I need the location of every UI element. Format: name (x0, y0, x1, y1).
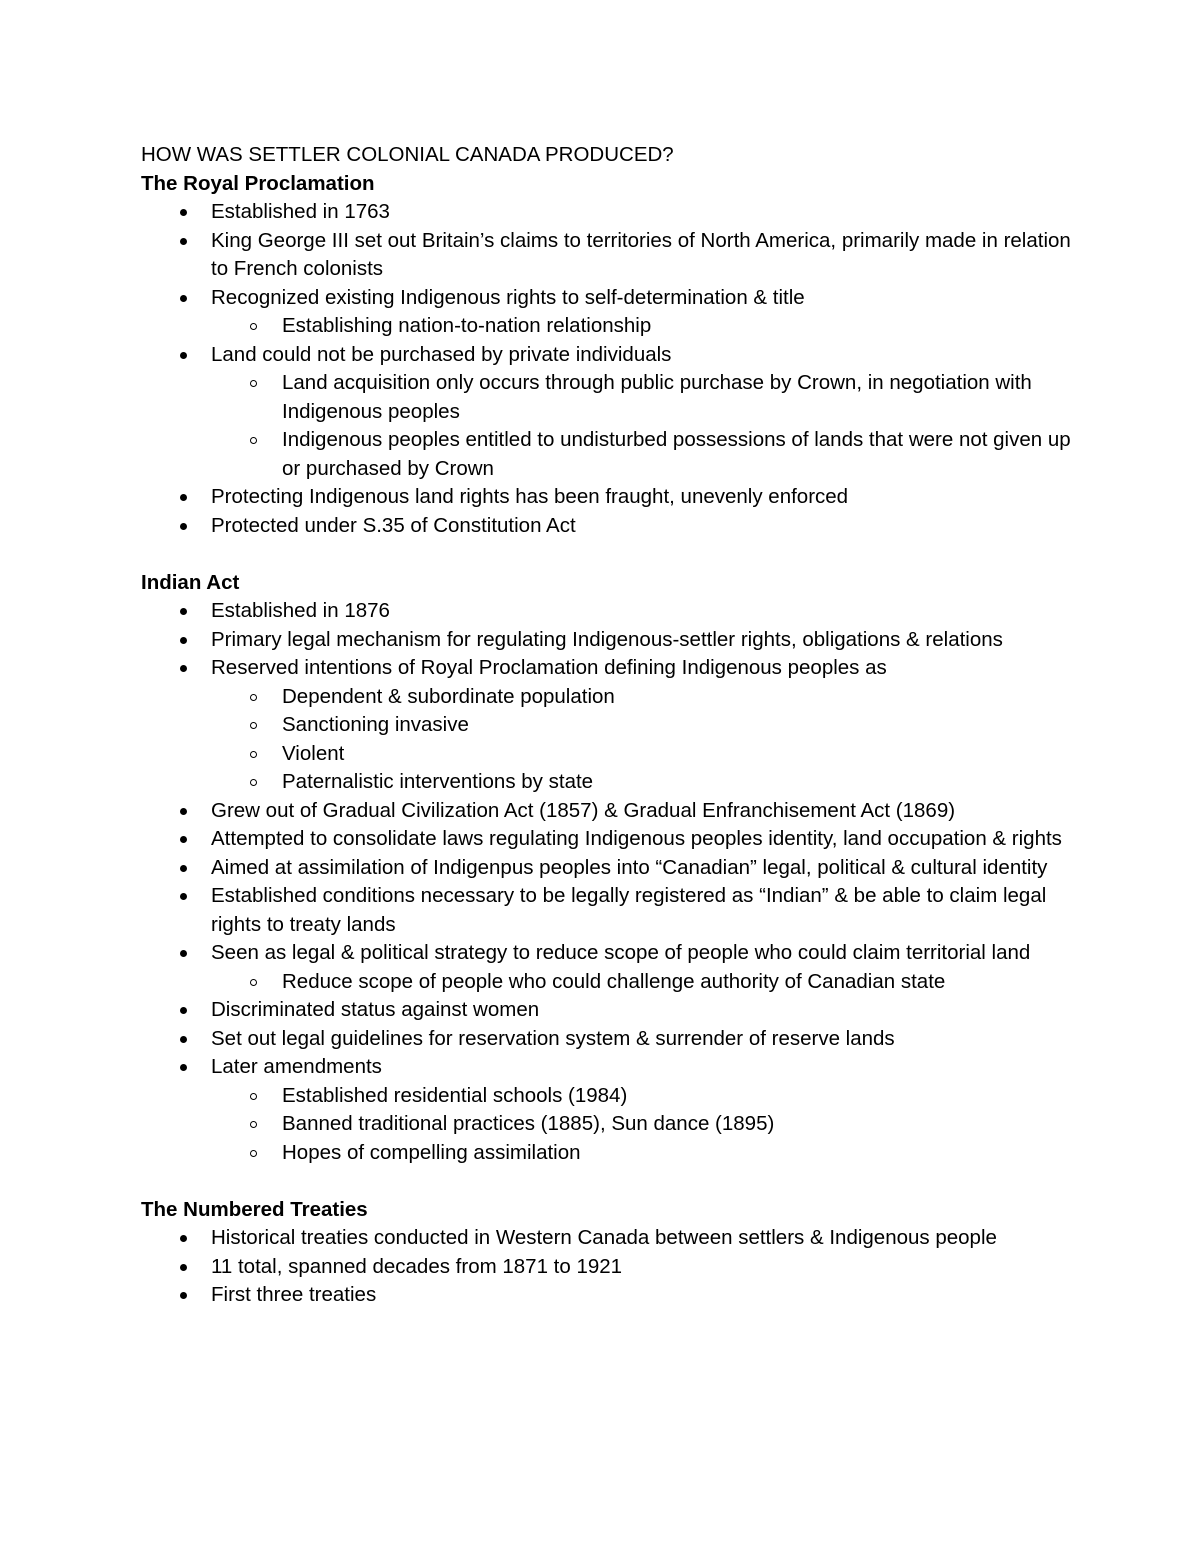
sub-list-item: Established residential schools (1984) (141, 1082, 1081, 1111)
list-item: King George III set out Britain’s claims to territories of North America, primarily made in relation to French colonists (141, 227, 1081, 284)
sub-list-item: Land acquisition only occurs through public purchase by Crown, in negotiation with Indigenous peoples (141, 369, 1081, 426)
sub-list-item: Sanctioning invasive (141, 711, 1081, 740)
list-item: First three treaties (141, 1281, 1081, 1310)
list-item: Established in 1876 (141, 597, 1081, 626)
sub-list-item: Paternalistic interventions by state (141, 768, 1081, 797)
bullet-list (141, 198, 1081, 540)
list-item: Established in 1763 (141, 198, 1081, 227)
sub-list-item: Indigenous peoples entitled to undisturbed possessions of lands that were not given up or purchased by Crown (141, 426, 1081, 483)
section-heading: The Royal Proclamation (141, 171, 375, 195)
section (141, 1196, 1081, 1310)
bullet-list (141, 597, 1081, 1167)
list-item: Protected under S.35 of Constitution Act (141, 512, 1081, 541)
section (141, 170, 1081, 541)
document-title: HOW WAS SETTLER COLONIAL CANADA PRODUCED? (141, 143, 674, 166)
list-item: Grew out of Gradual Civilization Act (1857) & Gradual Enfranchisement Act (1869) (141, 797, 1081, 826)
list-item: Later amendments (141, 1053, 1081, 1082)
list-item: Discriminated status against women (141, 996, 1081, 1025)
sub-list-item: Dependent & subordinate population (141, 683, 1081, 712)
section-heading: Indian Act (141, 570, 240, 594)
list-item: Protecting Indigenous land rights has been fraught, unevenly enforced (141, 483, 1081, 512)
sub-list-item: Hopes of compelling assimilation (141, 1139, 1081, 1168)
list-item: Aimed at assimilation of Indigenpus peoples into “Canadian” legal, political & cultural identity (141, 854, 1081, 883)
list-item: Recognized existing Indigenous rights to self-determination & title (141, 284, 1081, 313)
bullet-list (141, 1224, 1081, 1310)
section-heading: The Numbered Treaties (141, 1197, 368, 1221)
sub-list-item: Establishing nation-to-nation relationship (141, 312, 1081, 341)
section (141, 569, 1081, 1168)
sub-list-item: Banned traditional practices (1885), Sun dance (1895) (141, 1110, 1081, 1139)
sub-list-item: Reduce scope of people who could challenge authority of Canadian state (141, 968, 1081, 997)
document-page (141, 141, 1081, 1310)
list-item: Historical treaties conducted in Western Canada between settlers & Indigenous people (141, 1224, 1081, 1253)
list-item: Primary legal mechanism for regulating Indigenous-settler rights, obligations & relations (141, 626, 1081, 655)
list-item: Attempted to consolidate laws regulating Indigenous peoples identity, land occupation & rights (141, 825, 1081, 854)
list-item: Reserved intentions of Royal Proclamation defining Indigenous peoples as (141, 654, 1081, 683)
sub-list-item: Violent (141, 740, 1081, 769)
list-item: Set out legal guidelines for reservation system & surrender of reserve lands (141, 1025, 1081, 1054)
list-item: Land could not be purchased by private individuals (141, 341, 1081, 370)
list-item: Established conditions necessary to be legally registered as “Indian” & be able to claim legal rights to treaty lands (141, 882, 1081, 939)
sections-container (141, 170, 1081, 1310)
list-item: Seen as legal & political strategy to reduce scope of people who could claim territorial land (141, 939, 1081, 968)
list-item: 11 total, spanned decades from 1871 to 1921 (141, 1253, 1081, 1282)
